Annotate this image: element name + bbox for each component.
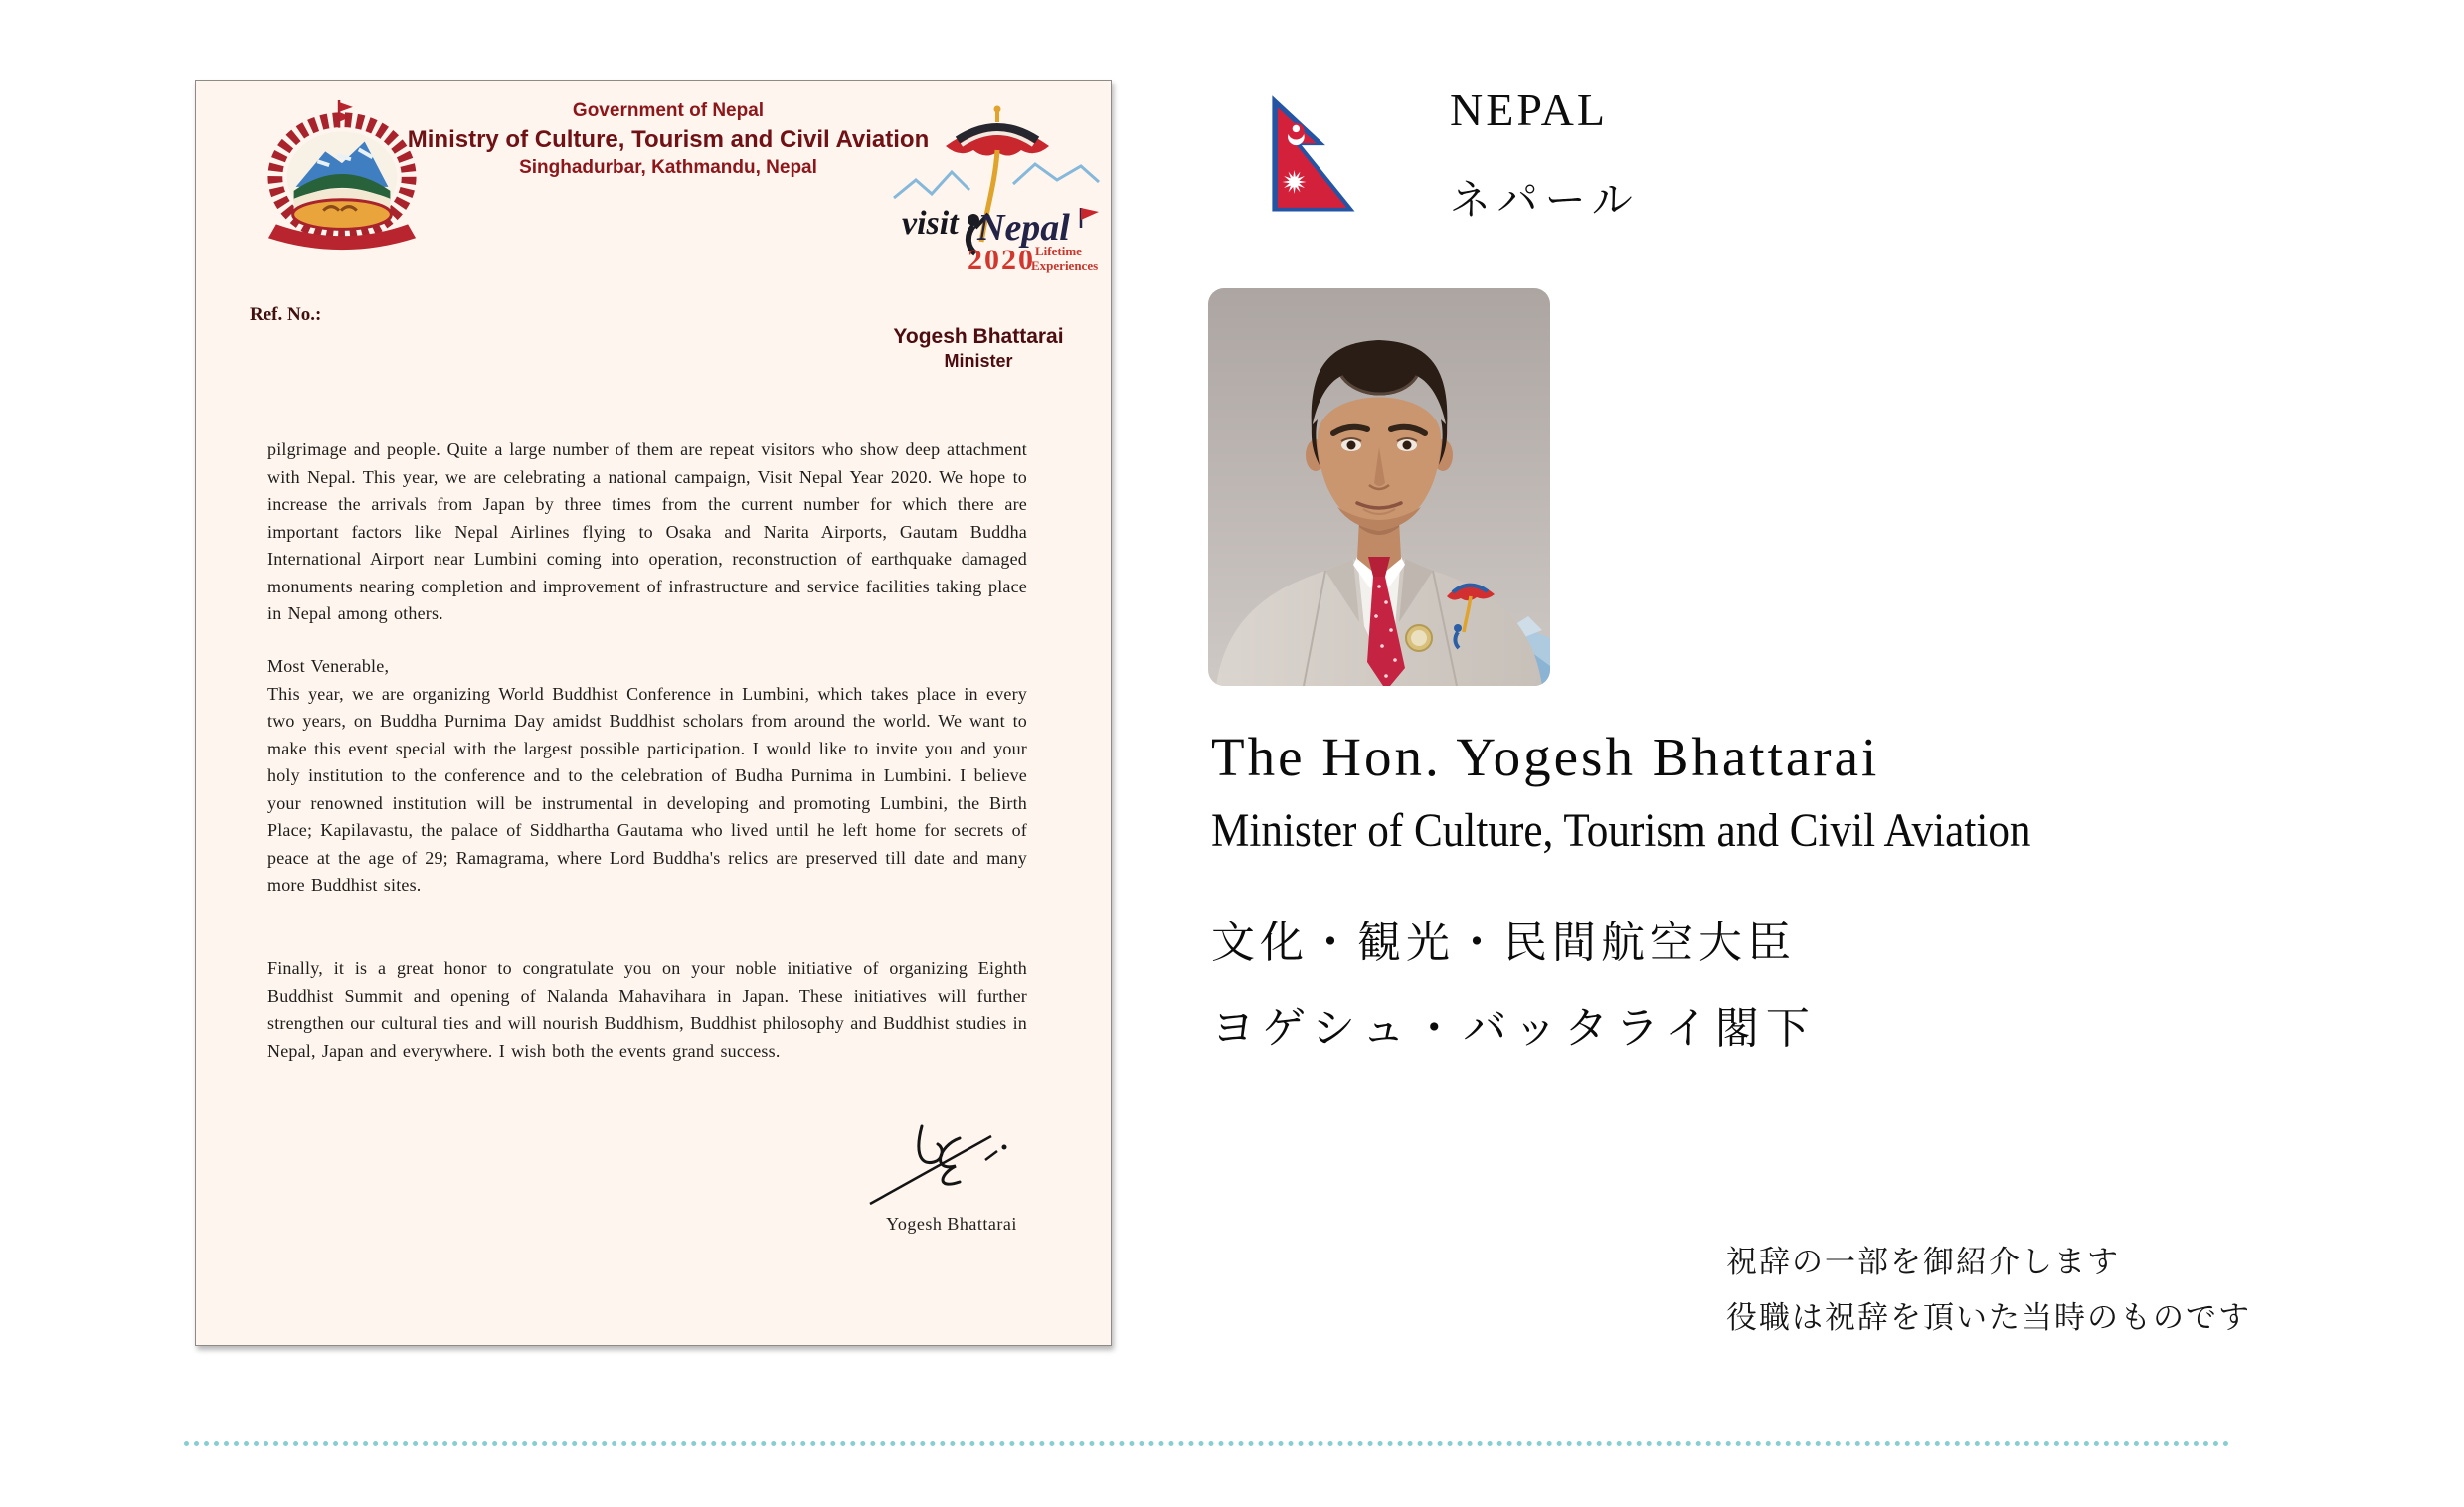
letter-paragraph-2-text: This year, we are organizing World Buddhist Conference in Lumbini, which takes place in every two years, on Buddha Purnima Day amidst Buddhist scholars from around the world. We want to make this event special with the largest possible participation. I would like to invite you and your holy institution to the conference and to the celebration of Budha Purnima in Lumbini. I believe your renowned institution will be instrumental in developing and promoting Lumbini, the Birth Place; Kapilavastu, the palace of Siddhartha Gautama who lived until he left home for secrets of peace at the age of 29; Ramagrama, where Lord Buddha's relics are preserved till date and many more Buddhist sites. (267, 683, 1027, 895)
portrait-illustration (1208, 288, 1550, 686)
minister-name-english: The Hon. Yogesh Bhattarai (1211, 727, 1880, 787)
letter-paragraph-3: Finally, it is a great honor to congratulate you on your noble initiative of organizing Eighth Buddhist Summit and opening of Nalanda Mahavihara in Japan. These initiatives will further strengthen our cultural ties and will nourish Buddhism, Buddhist philosophy and Buddhist studies in Nepal, Japan and everywhere. I wish both the events grand success. (267, 958, 1027, 1061)
ref-no-label: Ref. No.: (250, 304, 322, 325)
country-name-english: NEPAL (1450, 84, 1608, 135)
letterhead-ministry: Ministry of Culture, Tourism and Civil Aviation (407, 126, 930, 153)
minister-title-english: Minister of Culture, Tourism and Civil Aviation (1211, 804, 2031, 857)
logo-tagline-1: Lifetime (1035, 244, 1082, 258)
signature-name: Yogesh Bhattarai (886, 1214, 1017, 1234)
footnote-line-1: 祝辞の一部を御紹介します (1726, 1245, 2120, 1279)
visit-nepal-2020-logo (886, 102, 1111, 297)
letterhead-address: Singhadurbar, Kathmandu, Nepal (519, 157, 817, 178)
sender-title: Minister (944, 351, 1013, 371)
letter-salutation: Most Venerable, (267, 656, 390, 676)
country-name-japanese: ネパール (1450, 177, 1640, 223)
sender-block (874, 325, 1083, 372)
signature-scribble-icon (864, 1120, 1063, 1210)
logo-tagline-2: Experiences (1031, 258, 1099, 273)
footnote (1726, 1235, 2251, 1346)
footnote-line-2: 役職は祝辞を頂いた当時のものです (1726, 1300, 2251, 1335)
minister-name-japanese: ヨゲシュ・バッタライ閣下 (1211, 1004, 1817, 1053)
letterhead-government: Government of Nepal (572, 100, 765, 121)
sender-name: Yogesh Bhattarai (893, 325, 1064, 348)
letter-paragraph-2 (267, 653, 1027, 900)
nepal-flag-icon (1265, 87, 1360, 229)
logo-word-nepal: Nepal (977, 207, 1070, 249)
divider-dotted-line (184, 1441, 2230, 1446)
minister-portrait-photo (1208, 288, 1550, 686)
minister-title-japanese: 文化・観光・民間航空大臣 (1211, 919, 1796, 967)
letter-paragraph-1: pilgrimage and people. Quite a large number of them are repeat visitors who show deep attachment with Nepal. This year, we are celebrating a national campaign, Visit Nepal Year 2020. We hope to increase the arrivals from Japan by three times from the current number for which there are important factors like Nepal Airlines flying to Osaka and Narita Airports, Gautam Buddha International Airport near Lumbini coming into operation, reconstruction of earthquake damaged monuments nearing completion and improvement of infrastructure and service facilities taking place in Nepal among others. (267, 439, 1027, 623)
logo-year: 2020 (968, 244, 1035, 276)
logo-word-visit: visit (902, 205, 959, 242)
letter-scan (195, 80, 1112, 1346)
